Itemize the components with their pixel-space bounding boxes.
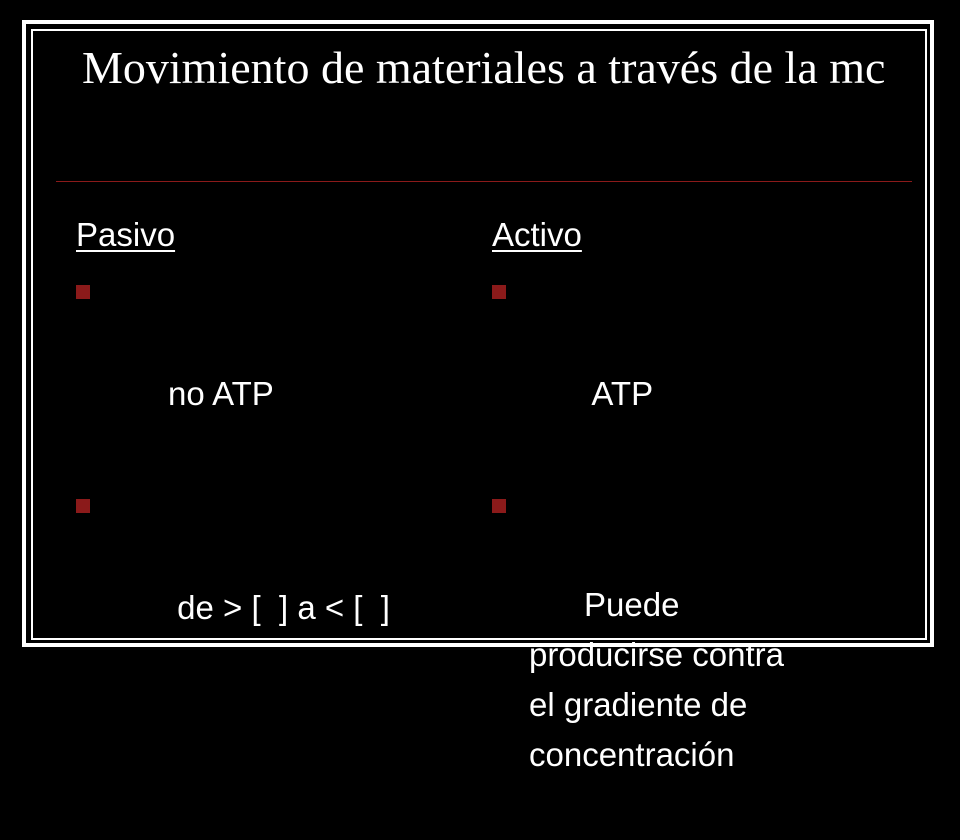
list-item: [76, 480, 456, 684]
bullet-text: de > [ ] a < [ ]: [168, 589, 390, 626]
left-column-pasivo: [76, 210, 456, 694]
bullet-text: ATP: [584, 375, 654, 412]
slide-title: Movimiento de materiales a través de la mc: [82, 42, 886, 93]
square-bullet-icon: [492, 499, 506, 513]
activo-bullet-list: [492, 266, 822, 830]
bullet-text: no ATP: [168, 375, 274, 412]
pasivo-bullet-list: [76, 266, 456, 684]
square-bullet-icon: [492, 285, 506, 299]
title-divider: [56, 181, 912, 182]
column-heading-activo: Activo: [492, 216, 582, 253]
bullet-text: Puede producirse contra el gradiente de concentración: [529, 586, 794, 773]
list-item: [492, 480, 799, 830]
list-item: [492, 266, 822, 470]
list-item: [76, 266, 456, 470]
square-bullet-icon: [76, 285, 90, 299]
square-bullet-icon: [76, 499, 90, 513]
right-column-activo: [492, 210, 822, 840]
column-heading-pasivo: Pasivo: [76, 216, 176, 253]
